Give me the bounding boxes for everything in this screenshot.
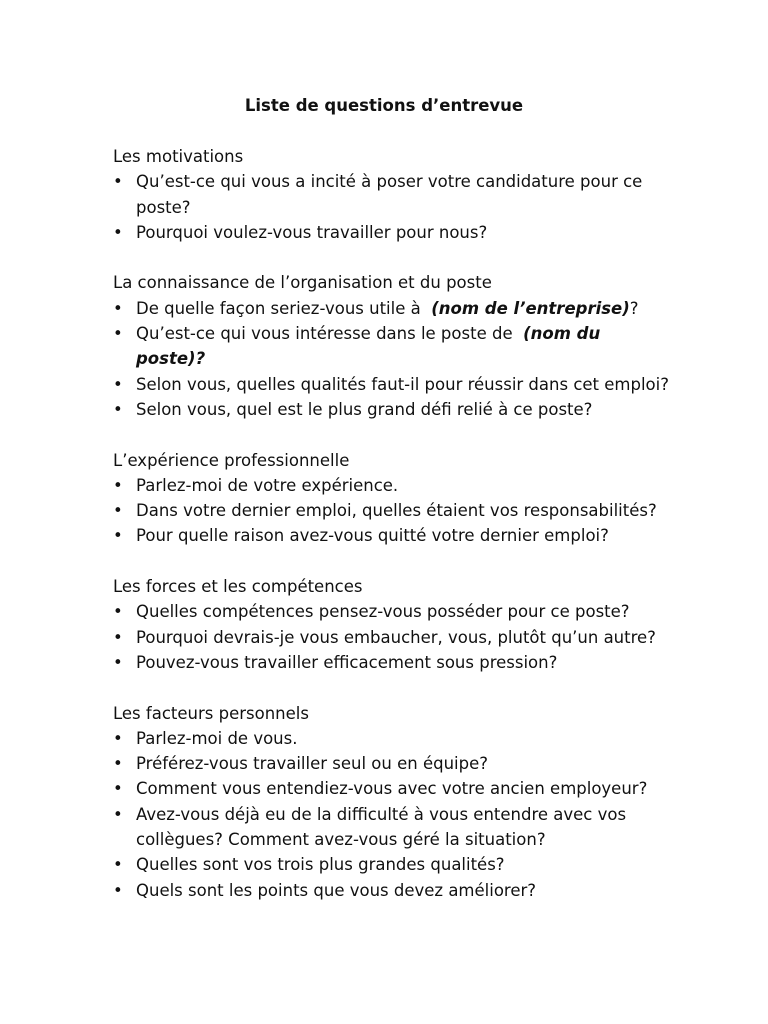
bullet-icon: • bbox=[113, 804, 123, 824]
question-text: Pourquoi devrais-je vous embaucher, vous, plutôt qu’un autre? bbox=[136, 627, 656, 647]
bullet-icon: • bbox=[113, 728, 123, 748]
section-motivations bbox=[113, 144, 673, 245]
bullet-icon: • bbox=[113, 475, 123, 495]
list-item bbox=[113, 625, 673, 650]
question-text: De quelle façon seriez-vous utile à bbox=[136, 298, 421, 318]
question-list bbox=[113, 599, 673, 675]
question-text: Quelles sont vos trois plus grandes qualités? bbox=[136, 855, 505, 875]
section-organisation bbox=[113, 270, 673, 422]
question-text: Parlez-moi de vous. bbox=[136, 728, 298, 748]
question-list bbox=[113, 473, 673, 549]
section-heading: Les motivations bbox=[113, 147, 244, 166]
list-item bbox=[113, 220, 673, 245]
document-title: Liste de questions d’entrevue bbox=[244, 96, 524, 115]
document-body bbox=[113, 144, 673, 903]
bullet-icon: • bbox=[113, 779, 123, 799]
section-heading: Les forces et les compétences bbox=[113, 577, 363, 597]
question-text: Pour quelle raison avez-vous quitté votre dernier emploi? bbox=[136, 526, 609, 546]
list-item bbox=[113, 397, 673, 422]
section-forces bbox=[113, 574, 673, 675]
section-heading: L’expérience professionnelle bbox=[113, 450, 350, 470]
section-experience bbox=[113, 448, 673, 549]
list-item bbox=[113, 169, 673, 220]
question-text: Qu’est-ce qui vous intéresse dans le poste de bbox=[136, 324, 513, 344]
list-item bbox=[113, 498, 673, 523]
bullet-icon: • bbox=[113, 602, 123, 622]
bullet-icon: • bbox=[113, 501, 123, 521]
question-text: Quels sont les points que vous devez améliorer? bbox=[136, 880, 537, 900]
bullet-icon: • bbox=[113, 880, 123, 900]
bullet-icon: • bbox=[113, 298, 123, 318]
list-item bbox=[113, 523, 673, 548]
list-item bbox=[113, 802, 673, 853]
question-text: Dans votre dernier emploi, quelles étaient vos responsabilités? bbox=[136, 501, 657, 521]
bullet-icon: • bbox=[113, 222, 123, 242]
section-heading: Les facteurs personnels bbox=[113, 703, 309, 723]
bullet-icon: • bbox=[113, 627, 123, 647]
bullet-icon: • bbox=[113, 526, 123, 546]
list-item bbox=[113, 650, 673, 675]
question-list bbox=[113, 296, 673, 422]
bullet-icon: • bbox=[113, 399, 123, 419]
section-heading: La connaissance de l’organisation et du poste bbox=[113, 273, 492, 293]
list-item bbox=[113, 852, 673, 877]
list-item bbox=[113, 372, 673, 397]
list-item bbox=[113, 751, 673, 776]
question-text: Comment vous entendiez-vous avec votre ancien employeur? bbox=[136, 779, 648, 799]
list-item bbox=[113, 296, 673, 321]
bullet-icon: • bbox=[113, 652, 123, 672]
bullet-icon: • bbox=[113, 855, 123, 875]
placeholder-company-name: (nom de l’entreprise) bbox=[431, 298, 630, 318]
list-item bbox=[113, 473, 673, 498]
question-text: Préférez-vous travailler seul ou en équipe? bbox=[136, 754, 489, 774]
bullet-icon: • bbox=[113, 172, 123, 192]
section-personal bbox=[113, 701, 673, 903]
bullet-icon: • bbox=[113, 754, 123, 774]
question-text: Selon vous, quelles qualités faut-il pour réussir dans cet emploi? bbox=[136, 374, 669, 394]
list-item bbox=[113, 776, 673, 801]
list-item bbox=[113, 599, 673, 624]
list-item bbox=[113, 726, 673, 751]
question-text: Qu’est-ce qui vous a incité à poser votre candidature pour ce poste? bbox=[136, 172, 643, 217]
bullet-icon: • bbox=[113, 324, 123, 344]
bullet-icon: • bbox=[113, 374, 123, 394]
question-list bbox=[113, 169, 673, 245]
placeholder-job-title: (nom du poste)? bbox=[136, 324, 601, 369]
question-text: Avez-vous déjà eu de la difficulté à vous entendre avec vos collègues? Comment avez-vous géré la situation? bbox=[136, 804, 627, 850]
question-text: Parlez-moi de votre expérience. bbox=[136, 475, 399, 495]
question-list bbox=[113, 726, 673, 903]
list-item bbox=[113, 878, 673, 903]
question-text-suffix: ? bbox=[629, 298, 639, 318]
question-text: Pourquoi voulez-vous travailler pour nous? bbox=[136, 222, 488, 242]
question-text: Selon vous, quel est le plus grand défi relié à ce poste? bbox=[136, 399, 593, 419]
list-item bbox=[113, 321, 673, 372]
question-text: Quelles compétences pensez-vous posséder pour ce poste? bbox=[136, 602, 630, 622]
question-text: Pouvez-vous travailler efficacement sous pression? bbox=[136, 652, 558, 672]
